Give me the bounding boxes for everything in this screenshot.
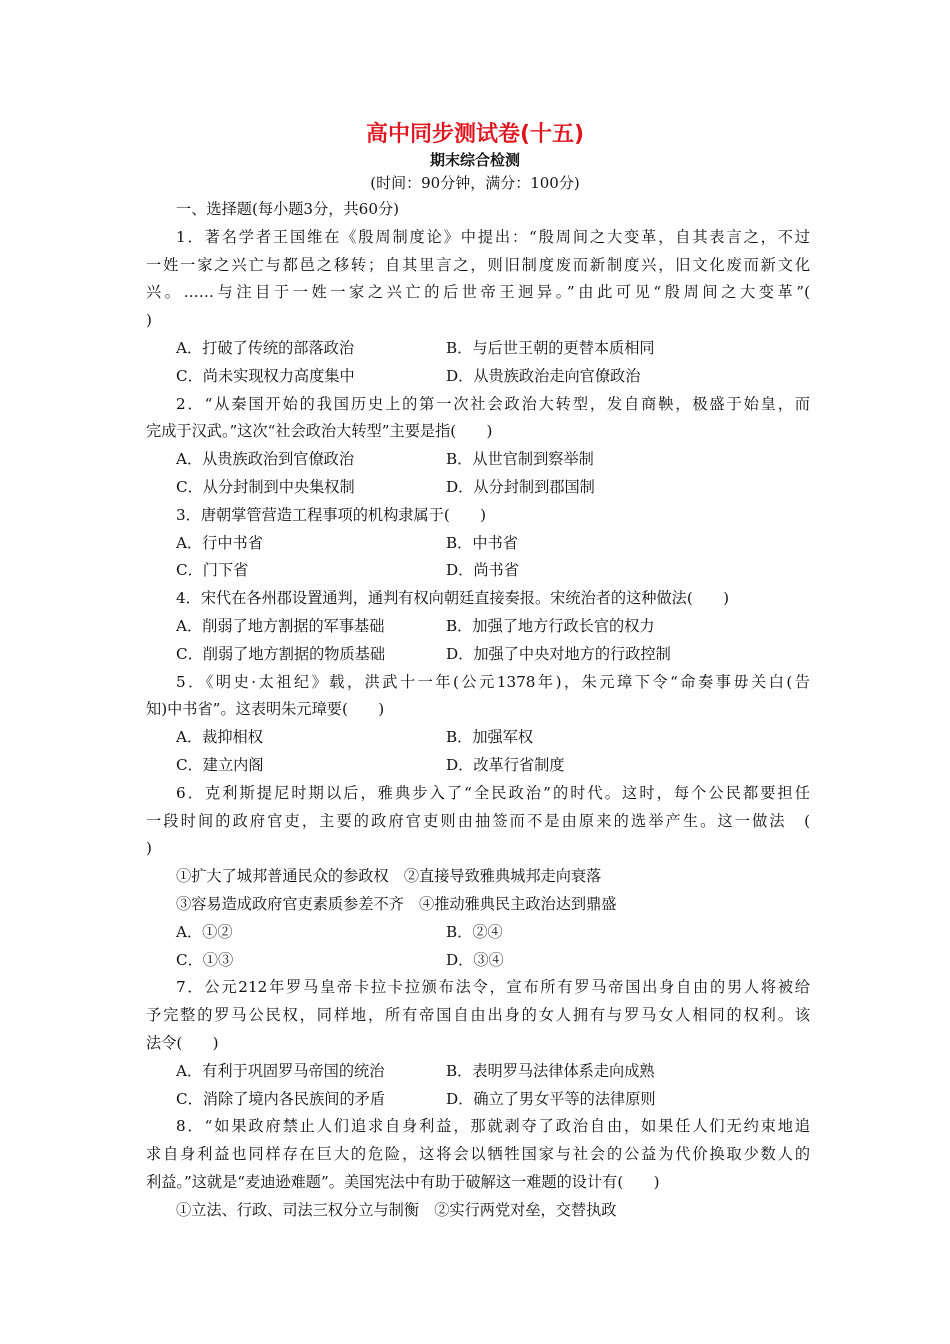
question-1 xyxy=(146,224,810,391)
option-d[interactable]: D．从分封制到郡国制 xyxy=(446,477,595,496)
question-8 xyxy=(146,1113,810,1224)
statement-line: ③容易造成政府官吏素质参差不齐 ④推动雅典民主政治达到鼎盛 xyxy=(176,894,617,913)
exam-subtitle: 期末综合检测 xyxy=(429,151,520,169)
question-stem-line: 利益。”这就是“麦迪逊难题”。美国宪法中有助于破解这一难题的设计有( ) xyxy=(146,1172,660,1191)
statement-line: ①扩大了城邦普通民众的参政权 ②直接导致雅典城邦走向衰落 xyxy=(176,867,602,886)
question-stem-line: ) xyxy=(146,839,152,858)
question-4 xyxy=(146,585,810,668)
option-row xyxy=(146,641,810,669)
option-d[interactable]: D．从贵族政治走向官僚政治 xyxy=(446,366,641,385)
option-c[interactable]: C．门下省 xyxy=(176,561,249,580)
option-b[interactable]: B．与后世王朝的更替本质相同 xyxy=(446,338,655,357)
question-stem-line: 5．《明史·太祖纪》载，洪武十一年(公元1378年)，朱元璋下令“命奏事毋关白(告 xyxy=(176,672,810,691)
option-c[interactable]: C．尚未实现权力高度集中 xyxy=(176,366,355,385)
option-row xyxy=(146,613,810,641)
option-b[interactable]: B．表明罗马法律体系走向成熟 xyxy=(446,1061,655,1080)
option-row xyxy=(146,335,810,363)
question-stem-line: 1．著名学者王国维在《殷周制度论》中提出：“殷周间之大变革，自其表言之，不过 xyxy=(176,227,810,246)
option-row xyxy=(146,752,810,780)
option-a[interactable]: A．行中书省 xyxy=(176,533,263,552)
option-row xyxy=(146,1086,810,1114)
option-d[interactable]: D．③④ xyxy=(446,950,504,969)
option-c[interactable]: C．削弱了地方割据的物质基础 xyxy=(176,644,386,663)
question-stem-line: 6．克利斯提尼时期以后，雅典步入了“全民政治”的时代。这时，每个公民都要担任 xyxy=(176,783,810,802)
question-stem-line: 一姓一家之兴亡与都邑之移转；自其里言之，则旧制度废而新制度兴，旧文化废而新文化 xyxy=(146,255,810,274)
option-a[interactable]: A．裁抑相权 xyxy=(176,728,263,747)
question-2 xyxy=(146,391,810,502)
exam-body xyxy=(146,196,810,1224)
exam-time-info: (时间：90分钟，满分：100分) xyxy=(370,174,580,192)
section-heading: 一、选择题(每小题3分，共60分) xyxy=(176,200,400,218)
question-6 xyxy=(146,780,810,975)
option-d[interactable]: D．加强了中央对地方的行政控制 xyxy=(446,644,671,663)
option-row xyxy=(146,947,810,975)
option-b[interactable]: B．中书省 xyxy=(446,533,518,552)
statement-line: ①立法、行政、司法三权分立与制衡 ②实行两党对垒，交替执政 xyxy=(176,1200,617,1219)
option-row xyxy=(146,557,810,585)
option-a[interactable]: A．打破了传统的部落政治 xyxy=(176,338,355,357)
question-stem-line: 求自身利益也同样存在巨大的危险，这将会以牺牲国家与社会的公益为代价换取少数人的 xyxy=(146,1145,810,1164)
option-c[interactable]: C．消除了境内各民族间的矛盾 xyxy=(176,1089,386,1108)
option-b[interactable]: B．加强军权 xyxy=(446,728,534,747)
option-d[interactable]: D．确立了男女平等的法律原则 xyxy=(446,1089,656,1108)
question-stem-line: 知)中书省”。这表明朱元璋要( ) xyxy=(146,700,385,719)
option-a[interactable]: A．削弱了地方割据的军事基础 xyxy=(176,616,385,635)
option-d[interactable]: D．改革行省制度 xyxy=(446,755,565,774)
question-stem-line: 4．宋代在各州郡设置通判，通判有权向朝廷直接奏报。宋统治者的这种做法( ) xyxy=(176,589,730,608)
option-row xyxy=(146,530,810,558)
option-a[interactable]: A．有利于巩固罗马帝国的统治 xyxy=(176,1061,385,1080)
option-row xyxy=(146,724,810,752)
question-5 xyxy=(146,669,810,780)
option-c[interactable]: C．从分封制到中央集权制 xyxy=(176,477,355,496)
question-3 xyxy=(146,502,810,585)
question-stem-line: 3．唐朝掌管营造工程事项的机构隶属于( ) xyxy=(176,505,487,524)
option-c[interactable]: C．①③ xyxy=(176,950,234,969)
option-row xyxy=(146,446,810,474)
option-b[interactable]: B．加强了地方行政长官的权力 xyxy=(446,616,655,635)
question-stem-line: 2．“从秦国开始的我国历史上的第一次社会政治大转型，发自商鞅，极盛于始皇，而 xyxy=(176,394,810,413)
option-b[interactable]: B．从世官制到察举制 xyxy=(446,450,594,469)
question-stem-line: 兴。……与注目于一姓一家之兴亡的后世帝王迥异。”由此可见“殷周间之大变革”( xyxy=(146,283,810,302)
option-row xyxy=(146,474,810,502)
option-d[interactable]: D．尚书省 xyxy=(446,561,519,580)
question-stem-line: 予完整的罗马公民权，同样地，所有帝国自由出身的女人拥有与罗马女人相同的权利。该 xyxy=(146,1006,810,1025)
option-c[interactable]: C．建立内阁 xyxy=(176,755,264,774)
option-a[interactable]: A．①② xyxy=(176,922,233,941)
question-stem-line: 完成于汉武。”这次“社会政治大转型”主要是指( ) xyxy=(146,422,493,441)
question-stem-line: 一段时间的政府官吏，主要的政府官吏则由抽签而不是由原来的选举产生。这一做法 ( xyxy=(146,811,810,830)
question-stem-line: 7．公元212年罗马皇帝卡拉卡拉颁布法令，宣布所有罗马帝国出身自由的男人将被给 xyxy=(176,978,810,997)
option-b[interactable]: B．②④ xyxy=(446,922,503,941)
question-7 xyxy=(146,974,810,1113)
exam-title: 高中同步测试卷(十五) xyxy=(365,122,585,147)
question-stem-line: ) xyxy=(146,311,152,330)
option-row xyxy=(146,919,810,947)
option-row xyxy=(146,1058,810,1086)
question-stem-line: 8．“如果政府禁止人们追求自身利益，那就剥夺了政治自由，如果任人们无约束地追 xyxy=(176,1117,810,1136)
option-a[interactable]: A．从贵族政治到官僚政治 xyxy=(176,450,355,469)
option-row xyxy=(146,363,810,391)
question-stem-line: 法令( ) xyxy=(146,1033,219,1052)
